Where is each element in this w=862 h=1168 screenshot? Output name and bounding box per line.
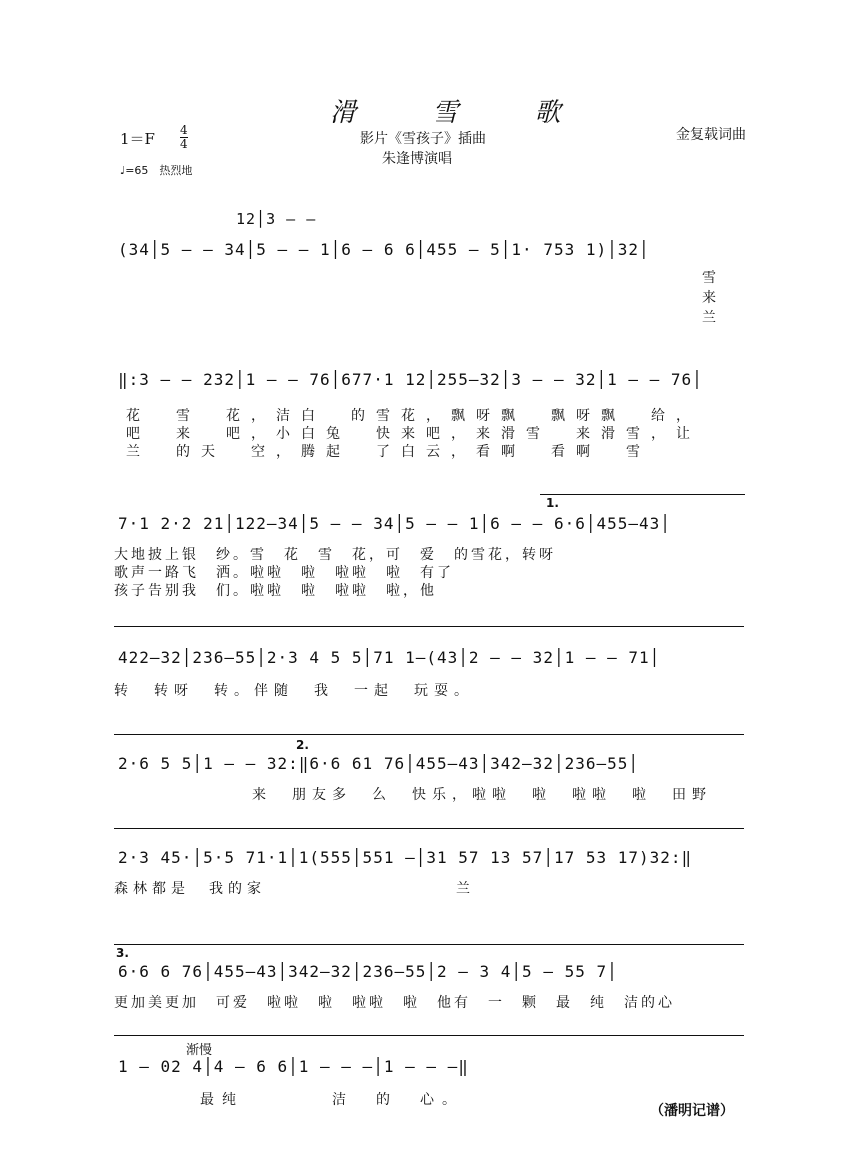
subtitle-singer: 朱逢博演唱 bbox=[382, 151, 452, 167]
alt-ending-notes: 12│3 – – bbox=[236, 210, 317, 228]
notation-line: (34│5 – – 34│5 – – 1│6 – 6 6│455 – 5│1· 753 1)│32│ bbox=[118, 240, 650, 259]
subtitle-film: 影片《雪孩子》插曲 bbox=[360, 131, 486, 147]
transcriber-credit: （潘明记谱） bbox=[650, 1103, 734, 1119]
system-rule bbox=[114, 1035, 744, 1036]
lyric-stack-3: 兰 bbox=[702, 310, 727, 326]
volta-number: 1. bbox=[546, 496, 559, 510]
lyric-line: 大地披上银 纱。雪 花 雪 花，可 爱 的雪花，转呀 bbox=[114, 547, 556, 563]
volta-number: 3. bbox=[116, 946, 129, 960]
system-rule bbox=[114, 828, 744, 829]
notation-line: 7·1 2·2 21│122–34│5 – – 34│5 – – 1│6 – – 6·6│455–43│ bbox=[118, 514, 671, 533]
volta-bracket bbox=[114, 944, 744, 945]
time-signature: $\frac{4}{4}$ bbox=[180, 123, 188, 151]
tempo-marking: ♩=65 热烈地 bbox=[120, 164, 193, 177]
lyric-line: 歌声一路飞 洒。啦啦 啦 啦啦 啦 有了 bbox=[114, 565, 454, 581]
lyric-line: 转 转呀 转。伴随 我 一起 玩耍。 bbox=[114, 683, 474, 699]
lyric-line: 森林都是 我的家 兰 bbox=[114, 881, 475, 897]
notation-line: 2·3 45·│5·5 71·1│1(555│551 –│31 57 13 57│17 53 17)32:‖ bbox=[118, 848, 693, 867]
lyric-line: 孩子告别我 们。啦啦 啦 啦啦 啦，他 bbox=[114, 583, 437, 599]
tempo-change: 渐慢 bbox=[186, 1043, 213, 1058]
volta-number: 2. bbox=[296, 738, 309, 752]
system-rule bbox=[114, 626, 744, 627]
lyric-line: 兰 的天 空，腾起 了白云，看啊 看啊 雪 bbox=[126, 444, 651, 460]
song-title: 滑 雪 歌 bbox=[330, 98, 595, 128]
volta-bracket bbox=[540, 494, 745, 495]
key-signature: 1＝F bbox=[120, 130, 155, 148]
lyric-line: 花 雪 花，洁白 的雪花，飘呀飘 飘呀飘 给， bbox=[126, 408, 701, 424]
notation-line: 2·6 5 5│1 – – 32:‖6·6 61 76│455–43│342–32│236–55│ bbox=[118, 754, 640, 773]
lyric-line: 来 朋友多 么 快乐，啦啦 啦 啦啦 啦 田野 bbox=[252, 787, 712, 803]
notation-line: 6·6 6 76│455–43│342–32│236–55│2 – 3 4│5 – 55 7│ bbox=[118, 962, 618, 981]
lyric-stack-1: 雪 bbox=[702, 270, 727, 286]
system-rule bbox=[114, 734, 744, 735]
notation-line: ‖:3 – – 232│1 – – 76│677·1 12│255–32│3 – – 32│1 – – 76│ bbox=[118, 370, 703, 389]
lyric-line: 吧 来 吧，小白兔 快来吧，来滑雪 来滑雪，让 bbox=[126, 426, 701, 442]
notation-line: 1 – 02 4│4 – 6 6│1 – – –│1 – – –‖ bbox=[118, 1057, 469, 1076]
notation-line: 422–32│236–55│2·3 4 5 5│71 1–(43│2 – – 32│1 – – 71│ bbox=[118, 648, 661, 667]
lyric-line: 更加美更加 可爱 啦啦 啦 啦啦 啦 他有 一 颗 最 纯 洁的心 bbox=[114, 995, 675, 1011]
authors: 金复载词曲 bbox=[676, 127, 746, 143]
lyric-line: 最纯 洁 的 心。 bbox=[200, 1092, 464, 1108]
lyric-stack-2: 来 bbox=[702, 290, 727, 306]
